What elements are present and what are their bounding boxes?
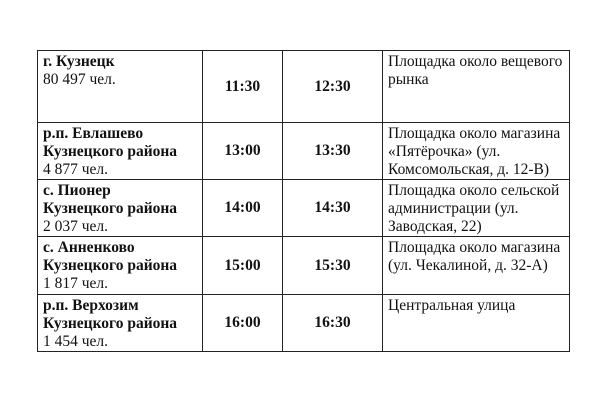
end-time: 12:30 — [314, 77, 351, 95]
location-line: Площадка около вещевого — [388, 53, 563, 70]
table-row — [38, 180, 570, 237]
end-time: 15:30 — [314, 256, 351, 274]
start-time-cell — [203, 180, 283, 237]
settlement-cell — [38, 295, 203, 352]
location-cell — [383, 237, 570, 295]
end-time: 13:30 — [314, 142, 351, 159]
settlement-district: Кузнецкого района — [43, 315, 178, 332]
location-cell — [383, 180, 570, 237]
end-time: 16:30 — [314, 314, 351, 331]
start-time: 14:00 — [224, 199, 261, 216]
population-count: 80 497 чел. — [43, 71, 116, 88]
start-time-cell — [203, 123, 283, 180]
population-count: 4 877 чел. — [43, 161, 109, 178]
table-row — [38, 123, 570, 180]
location-line: Площадка около сельской — [388, 182, 560, 199]
settlement-cell — [38, 180, 203, 237]
settlement-name: с. Анненково — [43, 239, 135, 256]
location-cell — [383, 51, 570, 123]
settlement-district: Кузнецкого района — [43, 200, 178, 217]
start-time-cell — [203, 237, 283, 295]
start-time-cell — [203, 51, 283, 123]
location-line: Центральная улица — [388, 297, 516, 314]
location-line: «Пятёрочка» (ул. — [388, 143, 501, 160]
population-count: 1 454 чел. — [43, 333, 109, 350]
location-line: Заводская, 22) — [388, 218, 482, 235]
table-row — [38, 295, 570, 352]
location-line: администрации (ул. — [388, 200, 519, 217]
settlement-name: г. Кузнецк — [43, 53, 115, 70]
location-cell — [383, 295, 570, 352]
settlement-district: Кузнецкого района — [43, 257, 178, 274]
end-time-cell — [283, 295, 383, 352]
settlement-name: р.п. Евлашево — [43, 125, 144, 142]
end-time-cell — [283, 237, 383, 295]
end-time-cell — [283, 123, 383, 180]
location-line: (ул. Чекалиной, д. 32-А) — [388, 257, 548, 274]
start-time: 13:00 — [224, 142, 261, 159]
location-line: Площадка около магазина — [388, 239, 561, 256]
start-time-cell — [203, 295, 283, 352]
table-row — [38, 237, 570, 295]
start-time: 15:00 — [224, 256, 261, 274]
end-time-cell — [283, 51, 383, 123]
location-line: Комсомольская, д. 12-В) — [388, 161, 550, 178]
start-time: 16:00 — [224, 314, 261, 331]
settlement-cell — [38, 123, 203, 180]
population-count: 1 817 чел. — [43, 275, 109, 292]
settlement-name: с. Пионер — [43, 182, 111, 199]
start-time: 11:30 — [224, 77, 261, 95]
location-line: Площадка около магазина — [388, 125, 561, 142]
location-line: рынка — [388, 71, 429, 88]
schedule-table — [37, 50, 570, 352]
end-time: 14:30 — [314, 199, 351, 216]
location-cell — [383, 123, 570, 180]
settlement-cell — [38, 237, 203, 295]
settlement-district: Кузнецкого района — [43, 143, 178, 160]
population-count: 2 037 чел. — [43, 218, 109, 235]
settlement-cell — [38, 51, 203, 123]
settlement-name: р.п. Верхозим — [43, 297, 139, 314]
end-time-cell — [283, 180, 383, 237]
table-row — [38, 51, 570, 123]
